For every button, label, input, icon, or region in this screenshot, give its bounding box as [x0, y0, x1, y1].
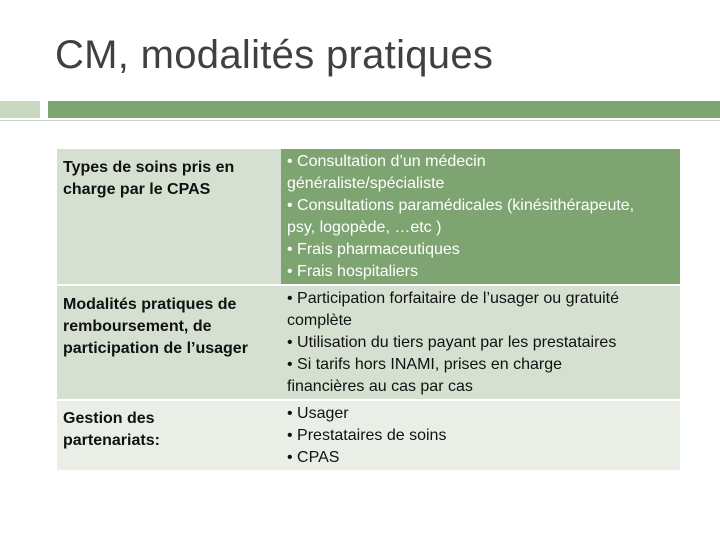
item-line: • Participation forfaitaire de l’usager ou gratuité: [287, 290, 620, 307]
item-line: • Usager: [287, 405, 349, 422]
item-line: • Consultation d’un médecin: [287, 153, 486, 170]
item-line: • Si tarifs hors INAMI, prises en charge: [287, 356, 563, 373]
label-line: Gestion des: [63, 410, 155, 427]
label-line: remboursement, de: [63, 318, 212, 335]
item-line: • Consultations paramédicales (kinésithérapeute,: [287, 197, 635, 214]
title-divider-line: [0, 120, 720, 121]
item-line: généraliste/spécialiste: [287, 175, 445, 192]
item-line: • Frais pharmaceutiques: [287, 241, 460, 258]
row-items-partnerships: [281, 401, 680, 470]
row-label-reimbursement: [57, 286, 281, 399]
item-line: • Frais hospitaliers: [287, 263, 418, 280]
table-row: [57, 286, 680, 399]
row-items-reimbursement: [281, 286, 680, 399]
title-accent-bar: [48, 101, 720, 118]
item-line: • Prestataires de soins: [287, 427, 447, 444]
label-line: participation de l’usager: [63, 340, 248, 357]
item-line: financières au cas par cas: [287, 378, 473, 395]
row-label-partnerships: [57, 401, 281, 470]
modalities-table: [57, 147, 680, 472]
slide-title: CM, modalités pratiques: [55, 33, 494, 77]
item-line: • CPAS: [287, 449, 340, 466]
label-line: partenariats:: [63, 432, 160, 449]
label-line: Modalités pratiques de: [63, 296, 237, 313]
table-row: [57, 401, 680, 470]
item-line: complète: [287, 312, 352, 329]
label-line: charge par le CPAS: [63, 181, 211, 198]
row-label-care-types: [57, 149, 281, 284]
label-line: Types de soins pris en: [63, 159, 235, 176]
row-items-care-types: [281, 149, 680, 284]
item-line: • Utilisation du tiers payant par les prestataires: [287, 334, 617, 351]
item-line: psy, logopède, …etc ): [287, 219, 442, 236]
table-row: [57, 149, 680, 284]
title-accent-bar-small: [0, 101, 40, 118]
